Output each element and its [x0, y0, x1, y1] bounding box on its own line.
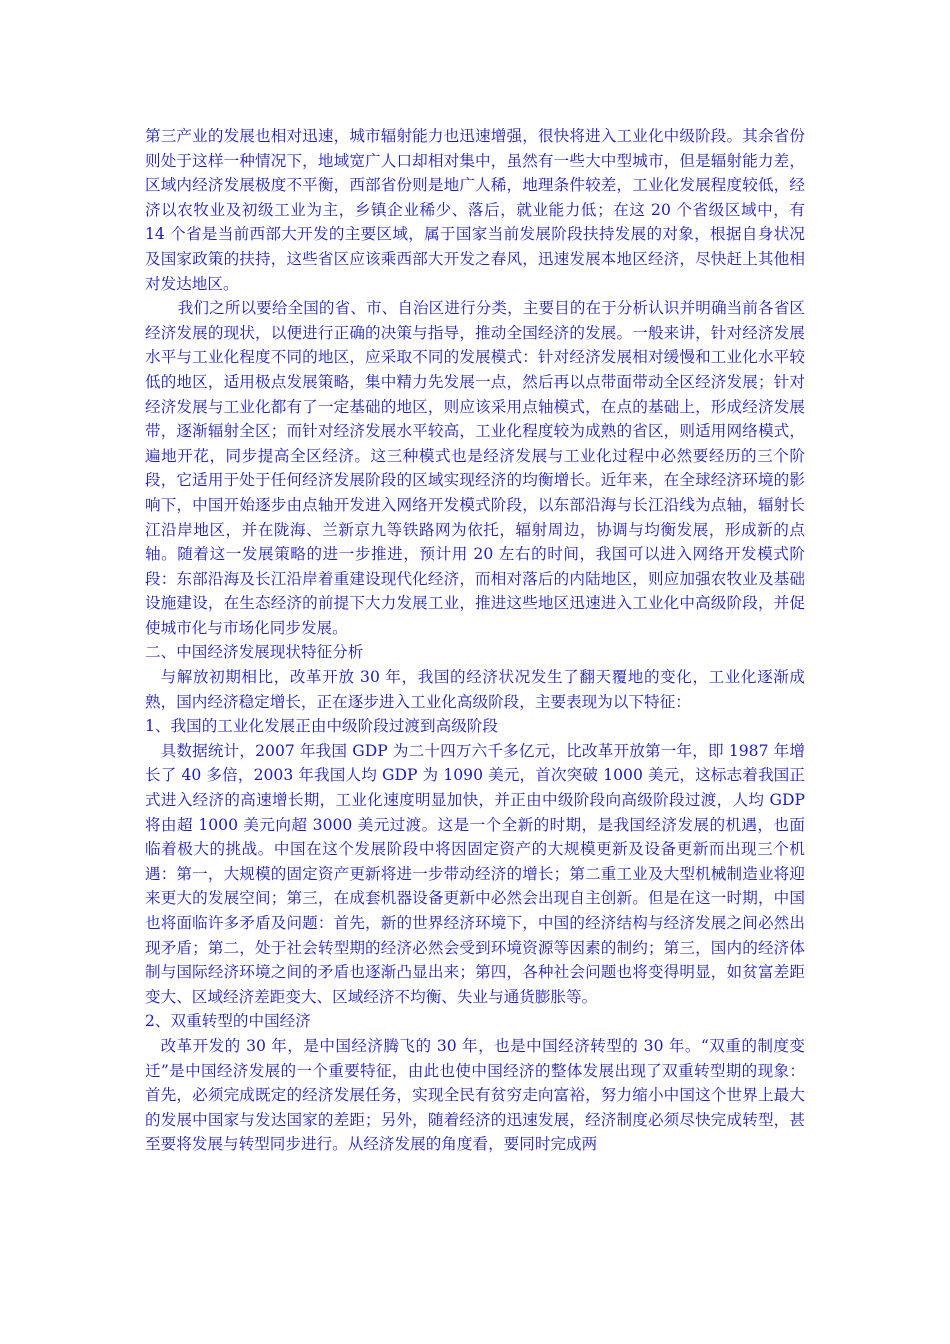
body-paragraph: 具数据统计，2007 年我国 GDP 为二十四万六千多亿元，比改革开放第一年，即 1987 年增长了 40 多倍，2003 年我国人均 GDP 为 1090 美元，首次突破 1000 美元，这标志着我国正式进入经济的高速增长期，工业化速度明显加快，并正由中级阶段向高级阶段过渡，人均 GDP 将由超 1000 美元向超 3000 美元过渡。这是一个全新的时期，是我国经济发展的机遇，也面临着极大的挑战。中国在这个发展阶段中将因固定资产的大规模更新及设备更新而出现三个机遇：第一，大规模的固定资产更新将进一步带动经济的增长；第二重工业及大型机械制造业将迎来更大的发展空间；第三，在成套机器设备更新中必然会出现自主创新。但是在这一时期，中国也将面临许多矛盾及问题：首先，新的世界经济环境下，中国的经济结构与经济发展之间必然出现矛盾；第二，处于社会转型期的经济必然会受到环境资源等因素的制约；第三，国内的经济体制与国际经济环境之间的矛盾也逐渐凸显出来；第四，各种社会问题也将变得明显，如贫富差距变大、区域经济差距变大、区域经济不均衡、失业与通货膨胀等。 [145, 741, 805, 1006]
section-heading: 二、中国经济发展现状特征分析 [145, 643, 364, 662]
body-paragraph: 改革开发的 30 年，是中国经济腾飞的 30 年，也是中国经济转型的 30 年。“双重的制度变迁”是中国经济发展的一个重要特征，由此也使中国经济的整体发展出现了双重转型期的现象：首先，必须完成既定的经济发展任务，实现全民有贫穷走向富裕，努力缩小中国这个世界上最大的发展中国家与发达国家的差距；另外，随着经济的迅速发展，经济制度必须尽快完成转型，甚至要将发展与转型同步进行。从经济发展的角度看，要同时完成两 [145, 1036, 805, 1154]
document-page [145, 124, 805, 1157]
body-paragraph: 我们之所以要给全国的省、市、自治区进行分类，主要目的在于分析认识并明确当前各省区经济发展的现状，以便进行正确的决策与指导，推动全国经济的发展。一般来讲，针对经济发展水平与工业化程度不同的地区，应采取不同的发展模式：针对经济发展相对缓慢和工业化水平较低的地区，适用极点发展策略，集中精力先发展一点，然后再以点带面带动全区经济发展；针对经济发展与工业化都有了一定基础的地区，则应该采用点轴模式，在点的基础上，形成经济发展带，逐渐辐射全区；而针对经济发展水平较高，工业化程度较为成熟的省区，则适用网络模式，遍地开花，同步提高全区经济。这三种模式也是经济发展与工业化过程中必然要经历的三个阶段，它适用于处于任何经济发展阶段的区域实现经济的均衡增长。近年来，在全球经济环境的影响下，中国开始逐步由点轴开发进入网络开发模式阶段，以东部沿海与长江沿线为点轴，辐射长江沿岸地区，并在陇海、兰新京九等铁路网为依托，辐射周边，协调与均衡发展，形成新的点轴。随着这一发展策略的进一步推进，预计用 20 左右的时间，我国可以进入网络开发模式阶段：东部沿海及长江沿岸着重建设现代化经济，而相对落后的内陆地区，则应加强农牧业及基础设施建设，在生态经济的前提下大力发展工业，推进这些地区迅速进入工业化中高级阶段，并促使城市化与市场化同步发展。 [145, 299, 805, 637]
subsection-heading: 2、双重转型的中国经济 [145, 1012, 311, 1031]
body-paragraph: 与解放初期相比，改革开放 30 年，我国的经济状况发生了翻天覆地的变化，工业化逐渐成熟，国内经济稳定增长，正在逐步进入工业化高级阶段，主要表现为以下特征： [145, 668, 805, 711]
subsection-heading: 1、我国的工业化发展正由中级阶段过渡到高级阶段 [145, 717, 498, 736]
body-paragraph: 第三产业的发展也相对迅速，城市辐射能力也迅速增强，很快将进入工业化中级阶段。其余省份则处于这样一种情况下，地域宽广人口却相对集中，虽然有一些大中型城市，但是辐射能力差，区域内经济发展极度不平衡，西部省份则是地广人稀，地理条件较差，工业化发展程度较低，经济以农牧业及初级工业为主，乡镇企业稀少、落后，就业能力低；在这 20 个省级区域中，有 14 个省是当前西部大开发的主要区域，属于国家当前发展阶段扶持发展的对象，根据自身状况及国家政策的扶持，这些省区应该乘西部大开发之春风，迅速发展本地区经济，尽快赶上其他相对发达地区。 [145, 127, 805, 293]
